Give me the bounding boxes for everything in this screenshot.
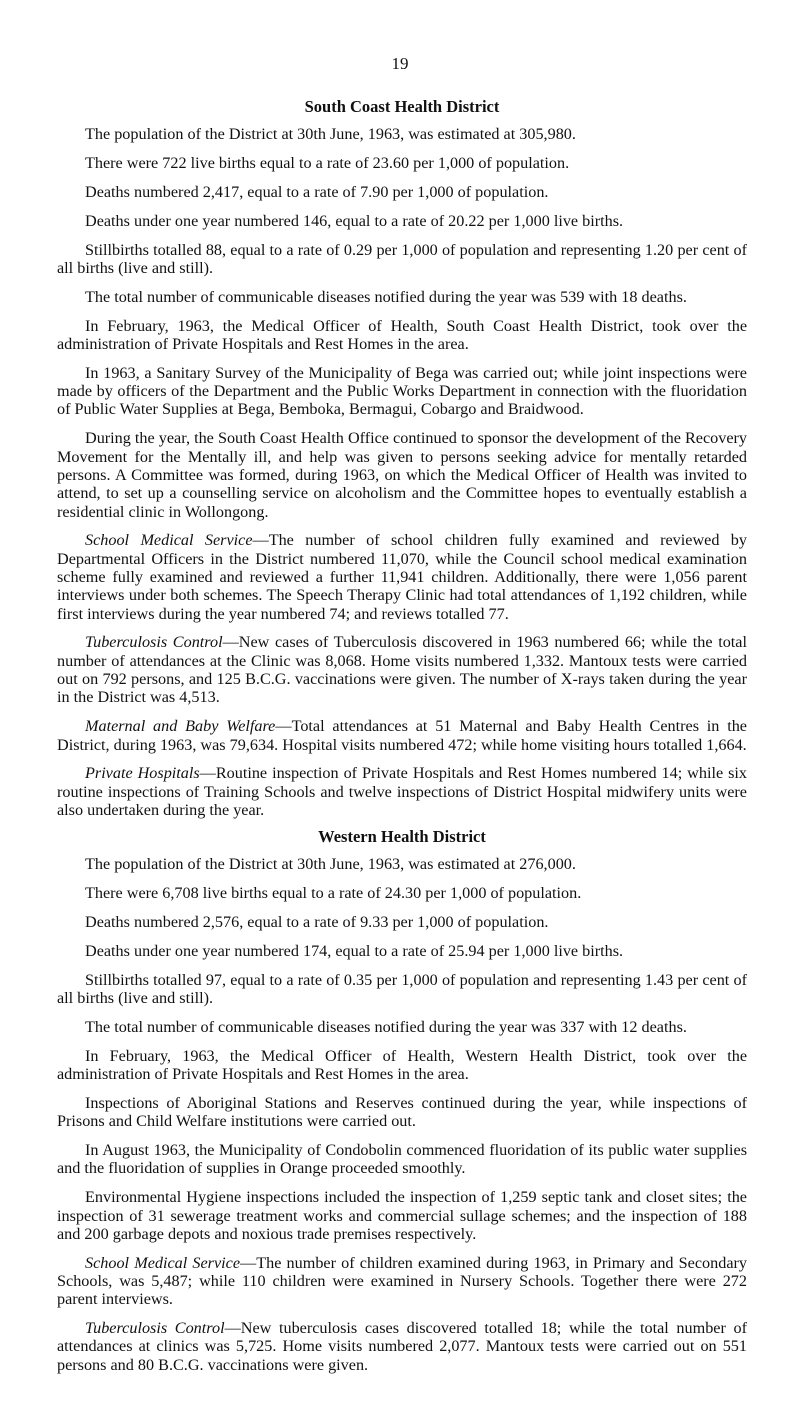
paragraph-heading: School Medical Service — [85, 1253, 241, 1272]
paragraph-text: Environmental Hygiene inspections included the inspection of 1,259 septic tank and closet sites; the inspection of 31 sewerage treatment works and commercial sullage schemes; and the inspection of 188 and 200 garbage depots and noxious trade premises respectively. — [57, 1188, 747, 1243]
paragraph — [57, 1319, 747, 1374]
paragraph — [57, 942, 747, 960]
paragraph — [57, 212, 747, 230]
paragraph-text: The total number of communicable diseases notified during the year was 539 with 18 deaths. — [85, 287, 687, 306]
page-number: 19 — [391, 54, 409, 73]
paragraph — [57, 429, 747, 520]
paragraph — [57, 1094, 747, 1131]
paragraph — [57, 317, 747, 354]
paragraph — [57, 288, 747, 306]
paragraph-text: During the year, the South Coast Health Office continued to sponsor the development of the Recovery Movement for the Mentally ill, and help was given to persons seeking advice for mentally retarded persons. A Committee was formed, during 1963, on which the Medical Officer of Health was invited to attend, to set up a counselling service on alcoholism and the Committee hopes to eventually establish a residential clinic in Wollongong. — [57, 429, 747, 521]
paragraph-text: The population of the District at 30th June, 1963, was estimated at 276,000. — [85, 855, 576, 873]
paragraph-text: The total number of communicable diseases notified during the year was 337 with 12 deaths. — [85, 1017, 687, 1036]
paragraph-text: —The number of school children fully examined and reviewed by Departmental Officers in the District numbered 11,070, while the Council school medical examination scheme fully examined and reviewed a further 11,941 children. Additionally, there were 1,056 parent interviews under both schemes. The Speech Therapy Clinic had total attendances of 1,192 children, while first interviews during the year numbered 74; and reviews totalled 77. — [57, 531, 747, 623]
paragraph — [57, 531, 747, 622]
paragraph-heading: Tuberculosis Control — [85, 633, 223, 652]
paragraph-text: Deaths numbered 2,417, equal to a rate of 7.90 per 1,000 of population. — [85, 182, 549, 201]
paragraph-text: In February, 1963, the Medical Officer of Health, South Coast Health District, took over the administration of Private Hospitals and Rest Homes in the area. — [57, 316, 747, 353]
paragraph-text: Stillbirths totalled 97, equal to a rate of 0.35 per 1,000 of population and representing 1.43 per cent of all births (live and still). — [57, 970, 747, 1007]
paragraph — [57, 364, 747, 419]
section-title: South Coast Health District — [304, 97, 500, 116]
paragraph — [57, 154, 747, 172]
paragraph-heading: Maternal and Baby Welfare — [85, 717, 276, 736]
paragraph-text: There were 6,708 live births equal to a rate of 24.30 per 1,000 of population. — [85, 883, 582, 902]
paragraph-text: There were 722 live births equal to a rate of 23.60 per 1,000 of population. — [85, 153, 570, 172]
section-body — [57, 125, 747, 819]
paragraph — [57, 1141, 747, 1178]
paragraph — [57, 1047, 747, 1084]
section-body — [57, 855, 747, 1374]
paragraph — [57, 717, 747, 754]
paragraph-text: —New cases of Tuberculosis discovered in 1963 numbered 66; while the total number of attendances at the Clinic was 8,068. Home visits numbered 1,332. Mantoux tests were carried out on 792 persons, and 125 B.C.G. vaccinations were given. The number of X-rays taken during the year in the District was 4,513. — [57, 633, 747, 707]
paragraph-text: In August 1963, the Municipality of Condobolin commenced fluoridation of its public water supplies and the fluoridation of supplies in Orange proceeded smoothly. — [57, 1141, 747, 1178]
paragraph — [57, 1188, 747, 1243]
paragraph-text: Stillbirths totalled 88, equal to a rate of 0.29 per 1,000 of population and representing 1.20 per cent of all births (live and still). — [57, 240, 747, 277]
paragraph — [57, 971, 747, 1008]
paragraph — [57, 183, 747, 201]
paragraph-text: In 1963, a Sanitary Survey of the Municipality of Bega was carried out; while joint inspections were made by officers of the Department and the Public Works Department in connection with the fluoridation of Public Water Supplies at Bega, Bemboka, Bermagui, Cobargo and Braidwood. — [57, 363, 747, 419]
paragraph-text: Inspections of Aboriginal Stations and Reserves continued during the year, while inspections of Prisons and Child Welfare institutions were carried out. — [57, 1093, 747, 1131]
paragraph-text: The population of the District at 30th June, 1963, was estimated at 305,980. — [85, 125, 576, 143]
paragraph-heading: Tuberculosis Control — [85, 1319, 225, 1338]
paragraph-text: Deaths numbered 2,576, equal to a rate of 9.33 per 1,000 of population. — [85, 912, 549, 931]
paragraph — [57, 855, 747, 873]
paragraph-text: In February, 1963, the Medical Officer of Health, Western Health District, took over the administration of Private Hospitals and Rest Homes in the area. — [57, 1046, 747, 1083]
section-western — [57, 827, 747, 1374]
paragraph-text: —New tuberculosis cases discovered totalled 18; while the total number of attendances at clinics was 5,725. Home visits numbered 2,077. Mantoux tests were carried out on 551 persons and 80 B.C.G. vaccinations were given. — [57, 1319, 747, 1374]
paragraph — [57, 633, 747, 706]
paragraph — [57, 125, 747, 143]
paragraph-text: —The number of children examined during 1963, in Primary and Secondary Schools, was 5,487; while 110 children were examined in Nursery Schools. Together there were 272 parent interviews. — [57, 1253, 747, 1309]
paragraph — [57, 884, 747, 902]
paragraph — [57, 1254, 747, 1309]
paragraph-text: —Total attendances at 51 Maternal and Baby Health Centres in the District, during 1963, was 79,634. Hospital visits numbered 472; while home visiting hours totalled 1,664. — [57, 717, 747, 754]
paragraph — [57, 764, 747, 819]
paragraph — [57, 1018, 747, 1036]
section-south-coast — [57, 97, 747, 819]
paragraph-text: Deaths under one year numbered 174, equal to a rate of 25.94 per 1,000 live births. — [85, 941, 624, 960]
paragraph-text: Deaths under one year numbered 146, equal to a rate of 20.22 per 1,000 live births. — [85, 211, 624, 230]
paragraph — [57, 241, 747, 278]
paragraph — [57, 913, 747, 931]
paragraph-text: —Routine inspection of Private Hospitals and Rest Homes numbered 14; while six routine inspections of Training Schools and twelve inspections of District Hospital midwifery units were also undertaken during the year. — [57, 764, 747, 820]
section-title: Western Health District — [318, 827, 486, 846]
paragraph-heading: Private Hospitals — [85, 764, 200, 783]
paragraph-heading: School Medical Service — [85, 531, 253, 550]
